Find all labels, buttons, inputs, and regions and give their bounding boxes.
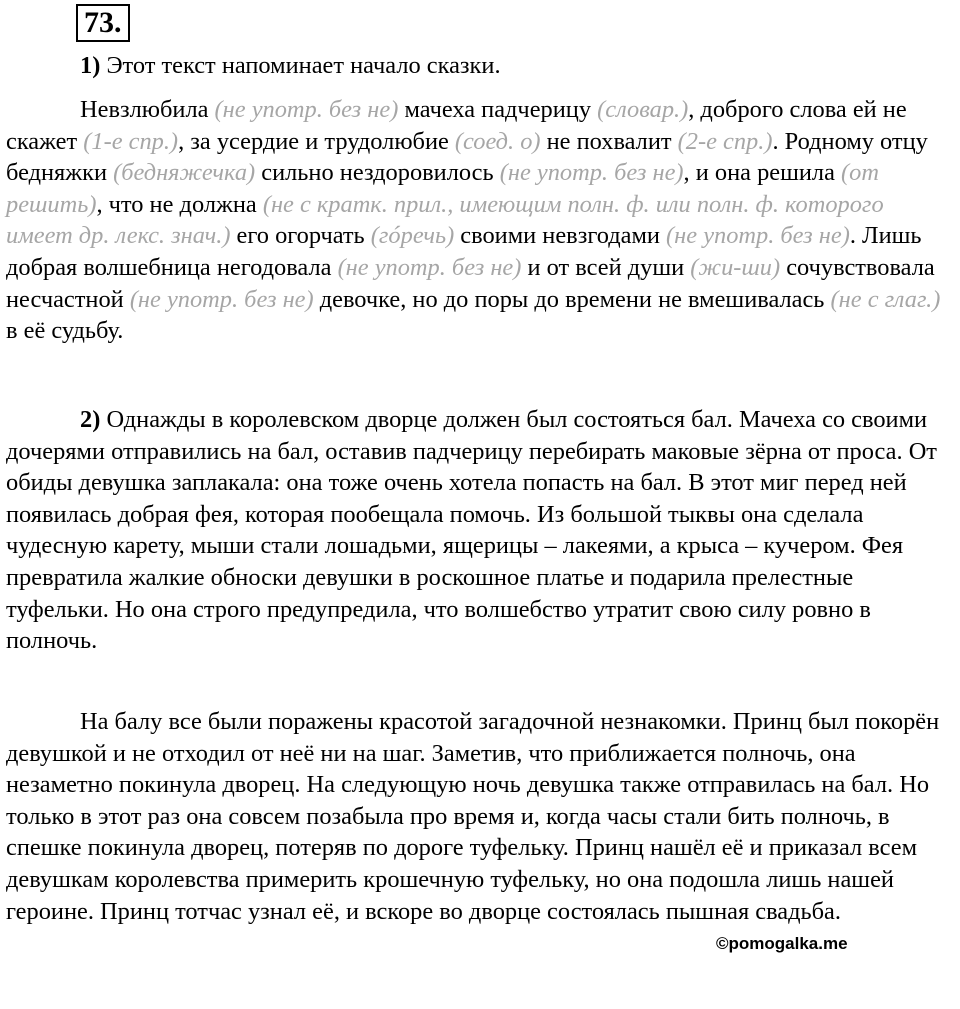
text-run: , доброго слова ей не скажет (6, 96, 907, 155)
part2-paragraph (6, 404, 954, 657)
grammar-note: (2-е спр.) (677, 127, 773, 155)
part2-text: Однажды в королевском дворце должен был состояться бал. Мачеха со своими дочерями отправились на бал, оставив падчерицу перебирать маковые зёрна от проса. От обиды девушка заплакала: она тоже очень хотела попасть на бал. В этот миг перед ней появилась добрая фея, которая пообещала помочь. Из большой тыквы она сделала чудесную карету, мыши стали лошадьми, ящерицы – лакеями, а крыса – кучером. Фея превратила жалкие обноски девушки в роскошное платье и подарила прелестные туфельки. Но она строго предупредила, что волшебство утратит свою силу ровно в полночь. (6, 406, 937, 655)
grammar-note: (словар.) (597, 96, 689, 123)
grammar-note: (бедняжечка) (113, 159, 256, 187)
text-run: . Лишь добрая волшебница негодовала (6, 222, 922, 281)
text-run: . Родному отцу бедняжки (6, 127, 928, 187)
text-run: сочувствовала несчастной (6, 253, 935, 313)
text-run: в её судьбу. (6, 317, 124, 345)
part1-intro-text: Этот текст напоминает начало сказки. (106, 52, 501, 79)
text-run: не похвалит (540, 127, 678, 155)
text-run: и от всей души (521, 253, 691, 281)
part1-intro (6, 50, 954, 82)
text-run: мачеха падчерицу (398, 96, 598, 123)
part1-annotated-text (6, 94, 954, 347)
text-run: , за усердие и трудолюбие (178, 127, 455, 155)
grammar-note: (не употр. без не) (499, 159, 684, 187)
grammar-note: (соед. о) (454, 127, 541, 155)
grammar-note: (не употр. без не) (337, 253, 522, 281)
grammar-note: (не с глаг.) (830, 285, 941, 313)
text-run: , и она решила (683, 159, 842, 187)
text-run: своими невзгодами (454, 222, 667, 250)
text-run: сильно нездоровилось (255, 159, 500, 187)
text-run: его огорчать (230, 222, 371, 250)
part2-label: 2) (80, 406, 101, 433)
grammar-note: (жи-ши) (690, 253, 781, 281)
grammar-note: (не употр. без не) (129, 285, 314, 313)
grammar-note: (не употр. без не) (214, 96, 399, 123)
part1-label: 1) (80, 52, 101, 79)
text-run: девочке, но до поры до времени не вмешивалась (313, 285, 831, 313)
grammar-note: (не употр. без не) (666, 222, 850, 250)
exercise-number: 73. (76, 4, 130, 42)
text-run: , что не должна (96, 190, 263, 218)
grammar-note: (от решить) (6, 159, 879, 218)
grammar-note: (1-е спр.) (83, 127, 179, 155)
part3-text: На балу все были поражены красотой загадочной незнакомки. Принц был покорён девушкой и не отходил от неё ни на шаг. Заметив, что приближается полночь, она незаметно покинула дворец. На следующую ночь девушка также отправилась на бал. Но только в этот раз она совсем позабыла про время и, когда часы стали бить полночь, в спешке покинула дворец, потеряв по дороге туфельку. Принц нашёл её и приказал всем девушкам королевства примерить крошечную туфельку, но она подошла лишь нашей героине. Принц тотчас узнал её, и вскоре во дворце состоялась пышная свадьба. (6, 708, 940, 925)
watermark: ©pomogalka.me (716, 934, 848, 953)
grammar-note: (гóречь) (370, 222, 455, 250)
text-run: Невзлюбила (80, 96, 215, 123)
grammar-note: (не с кратк. прил., имеющим полн. ф. или полн. ф. которого имеет др. лекс. знач.) (6, 190, 884, 250)
part3-paragraph (6, 706, 954, 927)
